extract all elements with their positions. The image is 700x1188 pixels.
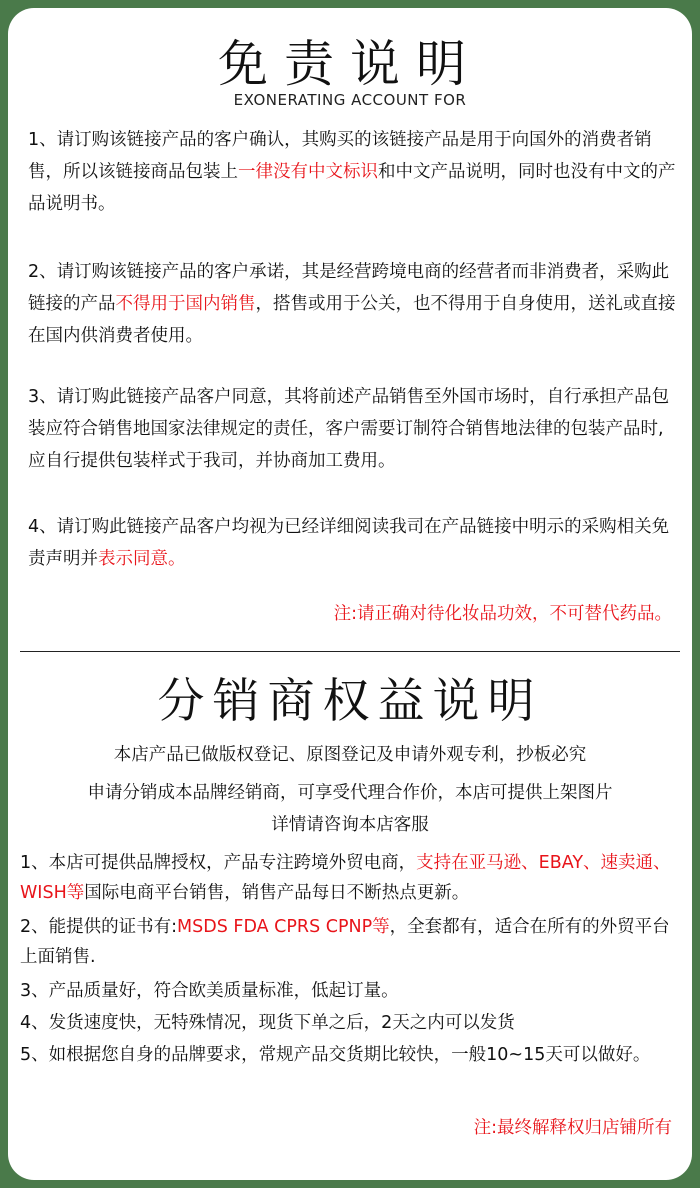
disclaimer-title: 免责说明 [218, 35, 482, 93]
section-divider [20, 651, 680, 652]
disclaimer-item-1: 1、请订购该链接产品的客户确认，其购买的该链接产品是用于向国外的消费者销售，所以该链接商品包装上一律没有中文标识和中文产品说明，同时也没有中文的产品说明书。 [28, 130, 676, 214]
distribution-item-3: 3、产品质量好，符合欧美质量标准，低起订量。 [20, 981, 399, 1001]
distribution-title: 分销商权益说明 [157, 674, 543, 729]
disclaimer-subtitle: EXONERATING ACCOUNT FOR [233, 91, 467, 109]
distribution-intro-1: 本店产品已做版权登记、原图登记及申请外观专利，抄板必究 [113, 745, 587, 765]
distribution-item-2: 2、能提供的证书有:MSDS FDA CPRS CPNP等，全套都有，适合在所有的外贸平台上面销售. [20, 917, 670, 967]
disclaimer-note: 注:请正确对待化妆品功效，不可替代药品。 [333, 604, 672, 624]
disclaimer-item-4: 4、请订购此链接产品客户均视为已经详细阅读我司在产品链接中明示的采购相关免责声明并表示同意。 [28, 517, 670, 569]
distribution-item-5: 5、如根据您自身的品牌要求，常规产品交货期比较快，一般10~15天可以做好。 [20, 1045, 651, 1065]
distribution-intro-3: 详情请咨询本店客服 [271, 815, 429, 835]
disclaimer-item-3: 3、请订购此链接产品客户同意，其将前述产品销售至外国市场时，自行承担产品包装应符合销售地国家法律规定的责任，客户需要订制符合销售地法律的包装产品时,应自行提供包装样式于我司，并协商加工费用。 [28, 387, 670, 471]
distribution-intro-2: 申请分销成本品牌经销商，可享受代理合作价，本店可提供上架图片 [87, 783, 613, 803]
distribution-item-1: 1、本店可提供品牌授权，产品专注跨境外贸电商，支持在亚马逊、EBAY、速卖通、WISH等国际电商平台销售，销售产品每日不断热点更新。 [20, 853, 671, 903]
content-card [8, 8, 692, 1180]
disclaimer-item-2: 2、请订购该链接产品的客户承诺，其是经营跨境电商的经营者而非消费者，采购此链接的产品不得用于国内销售，搭售或用于公关，也不得用于自身使用，送礼或直接在国内供消费者使用。 [28, 262, 676, 346]
distribution-note: 注:最终解释权归店铺所有 [473, 1118, 672, 1138]
distribution-item-4: 4、发货速度快，无特殊情况，现货下单之后，2天之内可以发货 [20, 1013, 515, 1033]
